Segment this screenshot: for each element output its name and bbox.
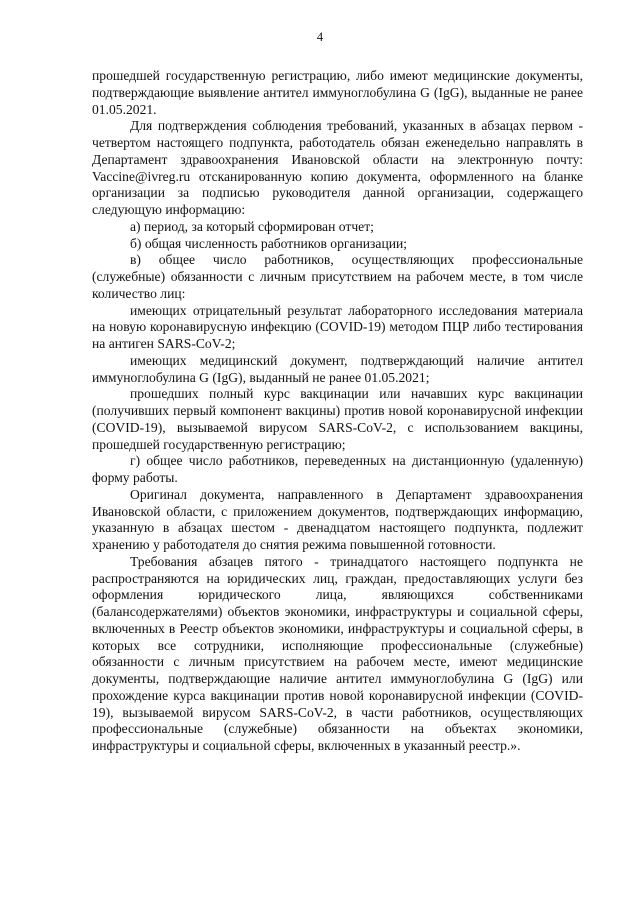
paragraph-original-storage: Оригинал документа, направленного в Департамент здравоохранения Ивановской области, с приложением документов, подтверждающих информацию, указанную в абзацах шестом - двенадцатом настоящего подпункта, подлежит хранению у работодателя до снятия режима повышенной готовности. — [92, 486, 583, 552]
sub-item-vaccinated: прошедших полный курс вакцинации или начавших курс вакцинации (получивших первый компонент вакцины) против новой коронавирусной инфекции (COVID-19), вызываемой вирусом SARS-CoV-2, с использованием вакцины, прошедшей государственную регистрацию; — [92, 386, 583, 452]
list-item-g-remote-workers: г) общее число работников, переведенных на дистанционную (удаленную) форму работы. — [92, 453, 583, 485]
document-body — [92, 68, 583, 755]
sub-item-negative-test: имеющих отрицательный результат лабораторного исследования материала на новую коронавирусную инфекцию (COVID-19) методом ПЦР либо тестирования на антиген SARS-CoV-2; — [92, 302, 583, 351]
paragraph-continuation: прошедшей государственную регистрацию, либо имеют медицинские документы, подтверждающие выявление антител иммуноглобулина G (IgG), выданные не ранее 01.05.2021. — [92, 68, 583, 117]
list-item-a-period: а) период, за который сформирован отчет; — [130, 218, 374, 234]
list-item-v-onsite-workers: в) общее число работников, осуществляющих профессиональные (служебные) обязанности с личным присутствием на рабочем месте, в том числе количество лиц: — [92, 252, 583, 301]
page-number: 4 — [316, 30, 324, 44]
paragraph-confirmation-requirements: Для подтверждения соблюдения требований, указанных в абзацах первом - четвертом настоящего подпункта, работодатель обязан еженедельно направлять в Департамент здравоохранения Ивановской области на электронную почту: Vaccine@ivreg.ru отсканированную копию документа, оформленного на бланке организации за подписью руководителя данной организации, содержащего следующую информацию: — [92, 118, 583, 217]
list-item-b-headcount: б) общая численность работников организации; — [130, 235, 408, 251]
paragraph-exemptions: Требования абзацев пятого - тринадцатого настоящего подпункта не распространяются на юридических лиц, граждан, предоставляющих услуги без оформления юридического лица, являющихся собственниками (балансодержателями) объектов экономики, инфраструктуры и социальной сферы, включенных в Реестр объектов экономики, инфраструктуры и социальной сферы, в которых все сотрудники, исполняющие профессиональные (служебные) обязанности с личным присутствием на рабочем месте, имеют медицинские документы, подтверждающие наличие антител иммуноглобулина G (IgG) или прохождение курса вакцинации против новой коронавирусной инфекции (COVID-19), вызываемой вирусом SARS-CoV-2, в части работников, осуществляющих профессиональные (служебные) обязанности на объектах экономики, инфраструктуры и социальной сферы, включенных в указанный реестр.». — [92, 553, 583, 753]
sub-item-antibodies: имеющих медицинский документ, подтверждающий наличие антител иммуноглобулина G (IgG), выданный не ранее 01.05.2021; — [92, 352, 583, 385]
